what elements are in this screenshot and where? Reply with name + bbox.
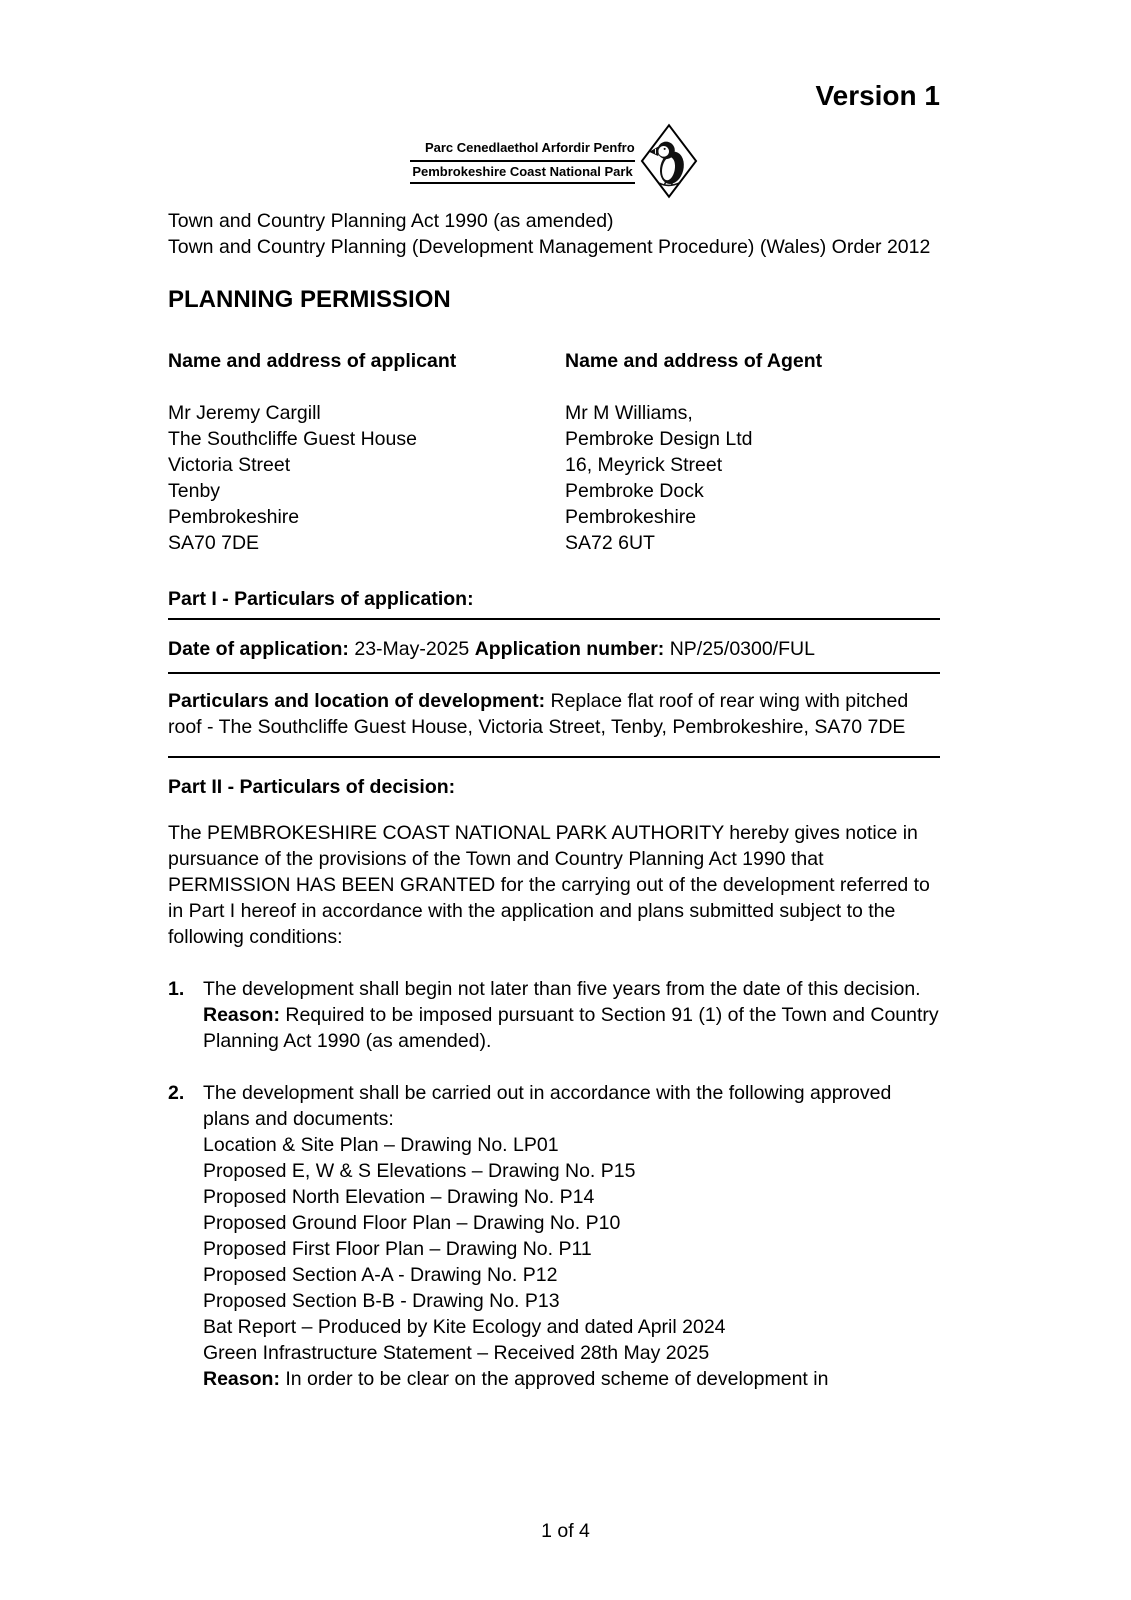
- page-number: 1 of 4: [541, 1520, 590, 1542]
- part1-heading: Part I - Particulars of application:: [168, 586, 940, 620]
- applicant-line: The Southcliffe Guest House: [168, 428, 417, 450]
- condition-number: 2.: [168, 1082, 185, 1104]
- agent-line: 16, Meyrick Street: [565, 454, 723, 476]
- agent-address: [565, 400, 940, 556]
- condition-text: The development shall begin not later than five years from the date of this decision.: [203, 978, 921, 1000]
- agent-line: SA72 6UT: [565, 532, 655, 554]
- applicant-agent-section: [168, 348, 940, 556]
- act-line-2: Town and Country Planning (Development Management Procedure) (Wales) Order 2012: [168, 236, 931, 258]
- condition-2: [168, 1080, 940, 1392]
- application-meta-line: [168, 636, 940, 674]
- condition-body: [203, 976, 940, 1054]
- condition-reason: [203, 1366, 940, 1392]
- condition-number: 1.: [168, 978, 185, 1000]
- agent-line: Mr M Williams,: [565, 402, 693, 424]
- legislation-header: [168, 208, 940, 260]
- logo-english-name: Pembrokeshire Coast National Park: [410, 160, 634, 184]
- particulars-of-development: [168, 688, 940, 740]
- particulars-label: Particulars and location of development:: [168, 690, 546, 712]
- reason-text: Required to be imposed pursuant to Section 91 (1) of the Town and Country Planning Act 1990 (as amended).: [203, 1004, 939, 1052]
- agent-line: Pembroke Dock: [565, 480, 704, 502]
- condition-text: The development shall be carried out in accordance with the following approved plans and documents:: [203, 1082, 892, 1130]
- date-of-application-label: Date of application:: [168, 638, 349, 660]
- approved-document-line: Location & Site Plan – Drawing No. LP01: [203, 1134, 559, 1156]
- version-label: Version 1: [815, 80, 940, 111]
- agent-line: Pembroke Design Ltd: [565, 428, 753, 450]
- reason-text: In order to be clear on the approved scheme of development in: [285, 1368, 829, 1390]
- application-number-label: Application number:: [474, 638, 665, 660]
- decision-notice-text: The PEMBROKESHIRE COAST NATIONAL PARK AUTHORITY hereby gives notice in pursuance of the provisions of the Town and Country Planning Act 1990 that PERMISSION HAS BEEN GRANTED for the carrying out of the development referred to in Part I hereof in accordance with the application and plans submitted subject to the following conditions:: [168, 822, 930, 948]
- logo-text: [410, 139, 634, 184]
- applicant-line: Victoria Street: [168, 454, 291, 476]
- part2-heading: Part II - Particulars of decision:: [168, 776, 456, 798]
- condition-1: [168, 976, 940, 1054]
- conditions-list: [168, 976, 940, 1392]
- logo-welsh-name: Parc Cenedlaethol Arfordir Penfro: [424, 139, 635, 155]
- applicant-line: Pembrokeshire: [168, 506, 300, 528]
- applicant-line: Tenby: [168, 480, 221, 502]
- divider: [168, 756, 940, 758]
- approved-document-line: Proposed Section A-A - Drawing No. P12: [203, 1264, 558, 1286]
- authority-logo: [168, 120, 940, 202]
- applicant-column: [168, 348, 565, 556]
- approved-document-line: Proposed First Floor Plan – Drawing No. P11: [203, 1238, 592, 1260]
- approved-document-line: Proposed North Elevation – Drawing No. P14: [203, 1186, 595, 1208]
- approved-document-line: Green Infrastructure Statement – Received 28th May 2025: [203, 1342, 710, 1364]
- reason-label: Reason:: [203, 1368, 280, 1390]
- applicant-address: [168, 400, 565, 556]
- date-of-application-value: 23-May-2025: [354, 638, 470, 660]
- approved-document-line: Proposed Section B-B - Drawing No. P13: [203, 1290, 560, 1312]
- application-number-value: NP/25/0300/FUL: [669, 638, 815, 660]
- page-title: PLANNING PERMISSION: [168, 286, 451, 313]
- puffin-logo-icon: [640, 123, 698, 199]
- agent-heading: Name and address of Agent: [565, 350, 823, 372]
- reason-label: Reason:: [203, 1004, 280, 1026]
- applicant-heading: Name and address of applicant: [168, 350, 457, 372]
- agent-line: Pembrokeshire: [565, 506, 697, 528]
- condition-body: [203, 1080, 940, 1392]
- applicant-line: Mr Jeremy Cargill: [168, 402, 321, 424]
- applicant-line: SA70 7DE: [168, 532, 260, 554]
- act-line-1: Town and Country Planning Act 1990 (as amended): [168, 210, 614, 232]
- approved-document-line: Proposed E, W & S Elevations – Drawing No. P15: [203, 1160, 636, 1182]
- approved-document-line: Bat Report – Produced by Kite Ecology and dated April 2024: [203, 1316, 726, 1338]
- particulars-value: Replace flat roof of rear wing with pitched roof - The Southcliffe Guest House, Victoria Street, Tenby, Pembrokeshire, SA70 7DE: [168, 690, 909, 738]
- condition-reason: [203, 1002, 940, 1054]
- agent-column: [565, 348, 940, 556]
- approved-document-line: Proposed Ground Floor Plan – Drawing No. P10: [203, 1212, 621, 1234]
